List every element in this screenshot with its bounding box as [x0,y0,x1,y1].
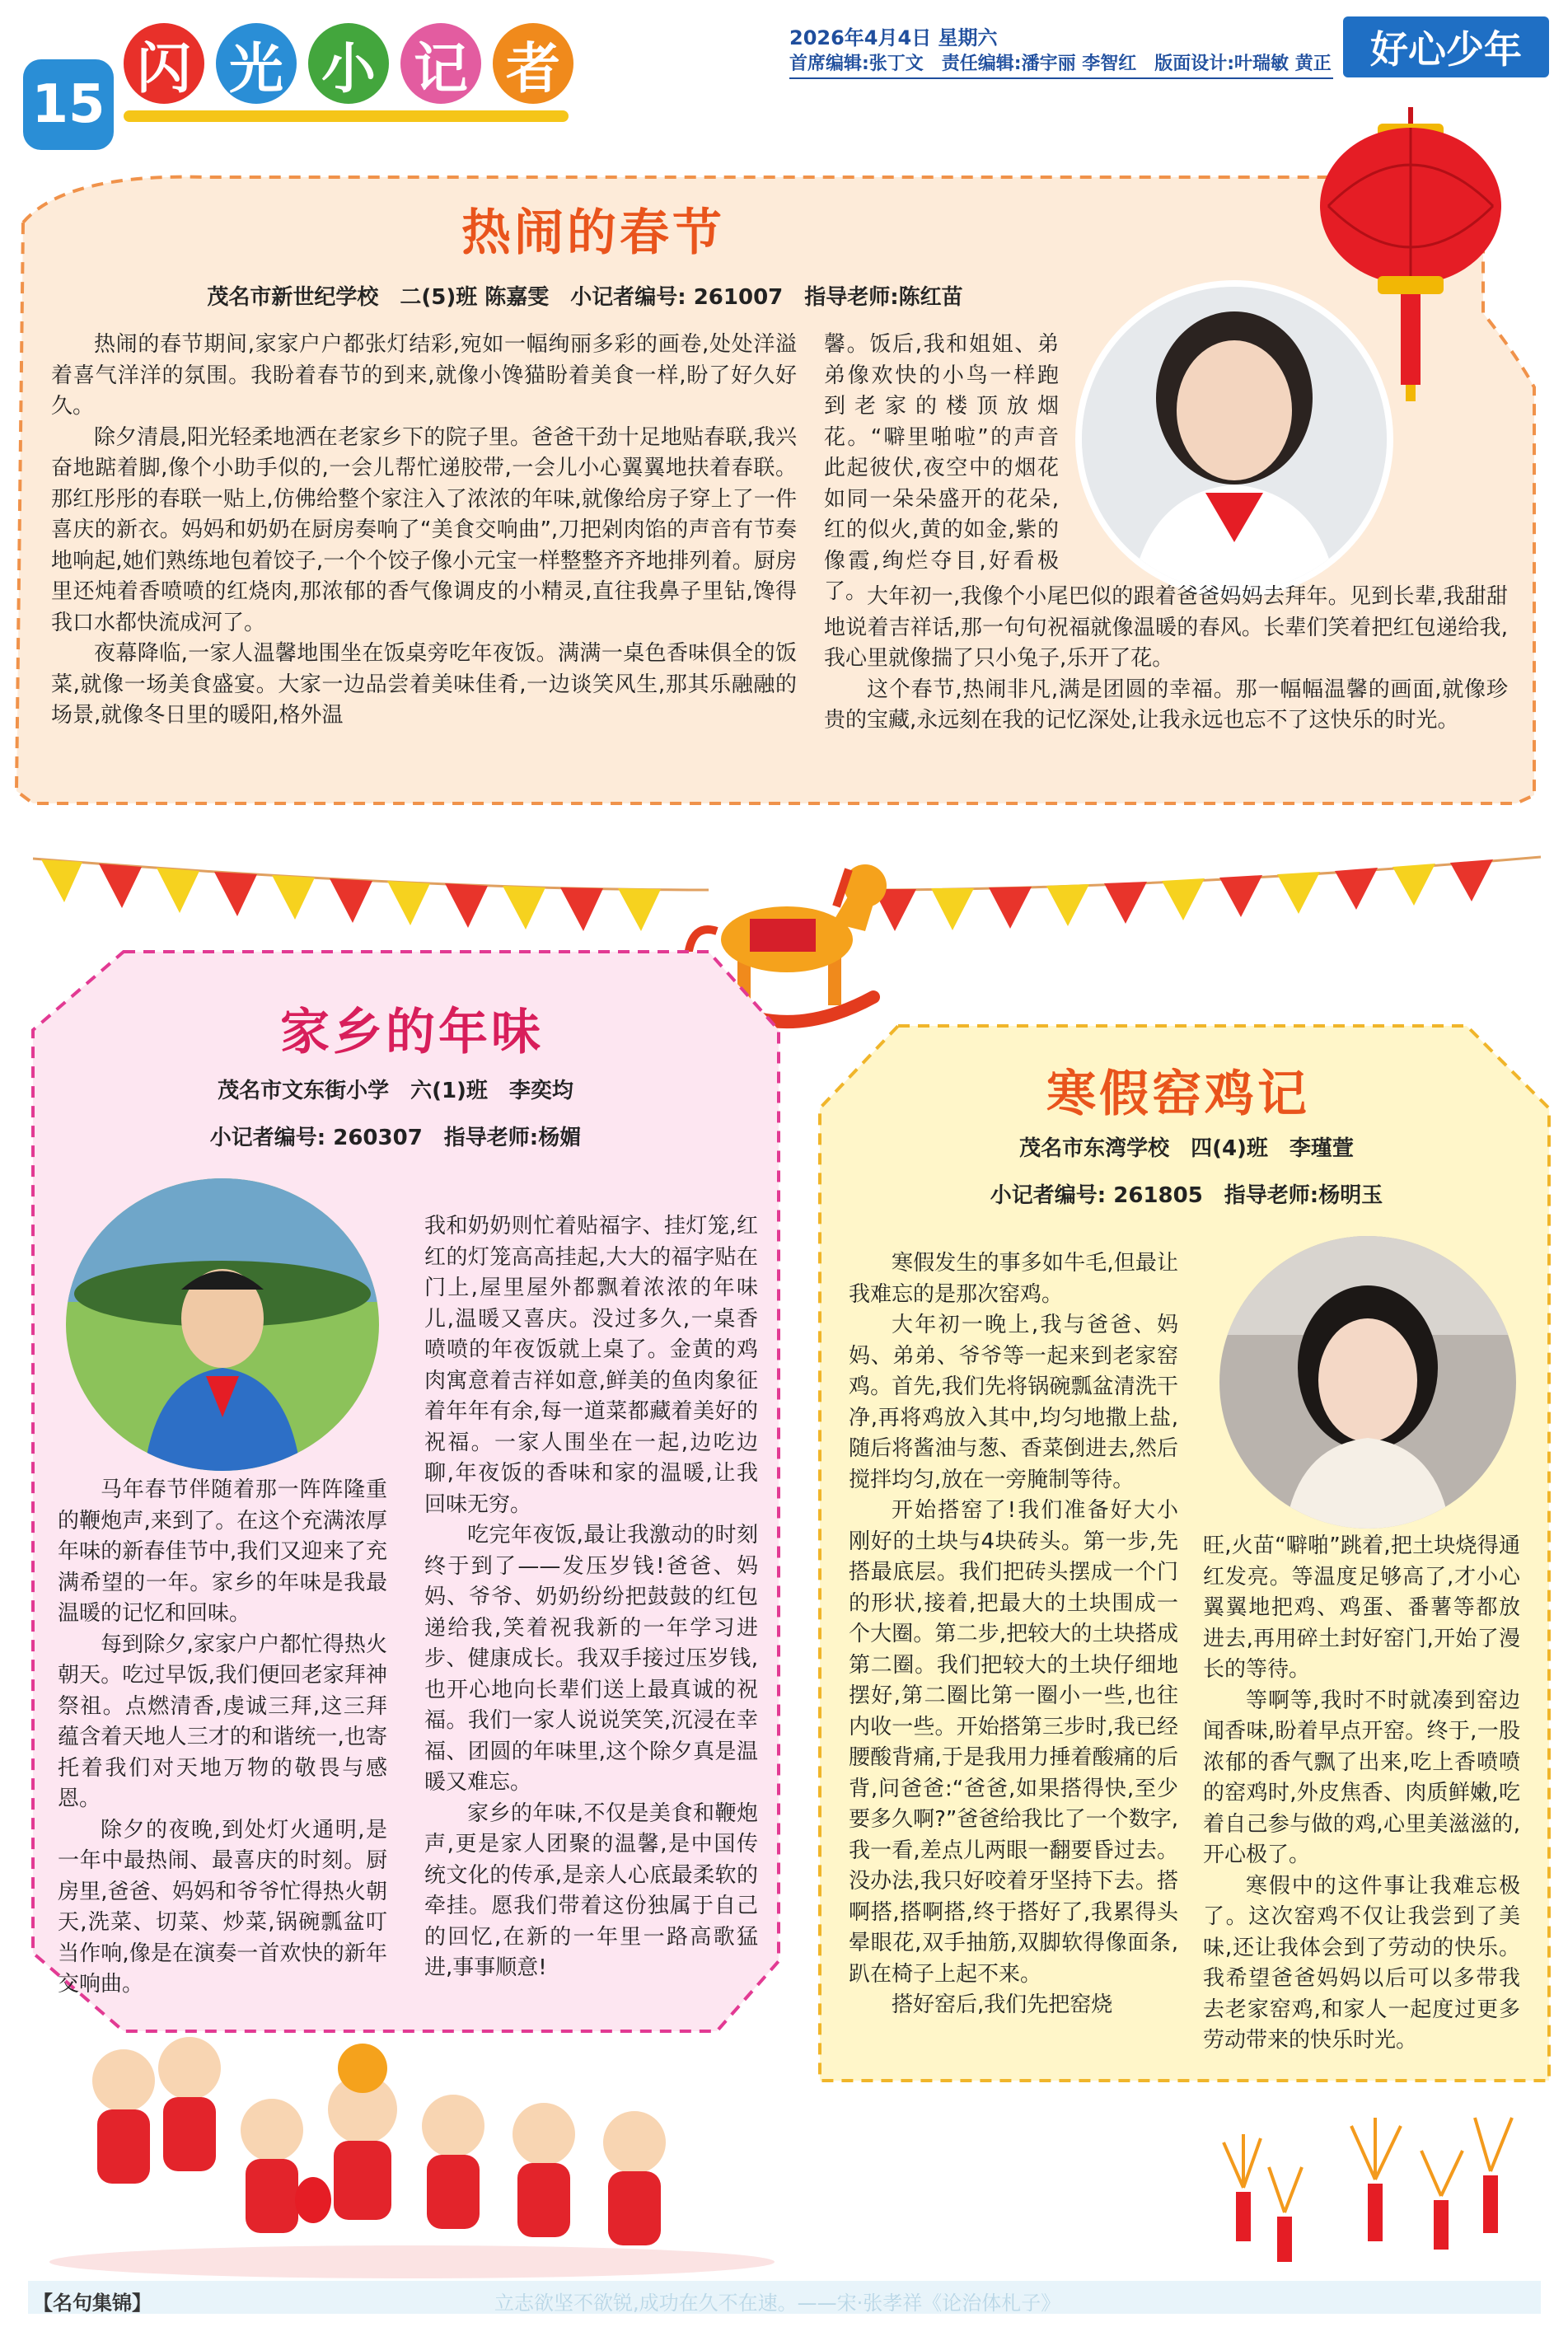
article1-paragraph: 这个春节,热闹非凡,满是团圆的幸福。那一幅幅温馨的画面,就像珍贵的宝藏,永远刻在我的记忆深处,让我永远也忘不了这快乐的时光。 [824,677,1508,733]
article2-byline-id: 小记者编号: 260307 指导老师:杨媚 [209,1126,582,1150]
article3-paragraph: 旺,火苗“噼啪”跳着,把土块烧得通红发亮。等温度足够高了,才小心翼翼地把鸡、鸡蛋、番薯等都放进去,再用碎土封好窑门,开始了漫长的等待。 [1203,1533,1520,1682]
column-brand: 好心少年 [1343,16,1549,77]
page-number: 15 [23,59,114,150]
section-title-char: 闪 [124,23,204,104]
footer-label: 【名句集锦】 [33,2292,152,2315]
article3-col1 [849,1248,1178,2021]
article2-col2 [424,1211,758,1984]
section-title-char: 光 [216,23,297,104]
article1-paragraph: 馨。饭后,我和姐姐、弟弟像欢快的小鸟一样跑到老家的楼顶放烟花。“噼里啪啦”的声音此起彼伏,夜空中的烟花如同一朵朵盛开的花朵,红的似火,黄的如金,紫的像霞,绚烂夺目,好看极了。 [824,332,1059,604]
article2-paragraph: 每到除夕,家家户户都忙得热火朝天。吃过早饭,我们便回老家拜神祭祖。点燃清香,虔诚三拜,这三拜蕴含着天地人三才的和谐统一,也寄托着我们对天地万物的敬畏与感恩。 [58,1632,387,1811]
article2-paragraph: 吃完年夜饭,最让我激动的时刻终于到了——发压岁钱!爸爸、妈妈、爷爷、奶奶纷纷把鼓鼓的红包递给我,笑着祝我新的一年学习进步、健康成长。我双手接过压岁钱,也开心地向长辈们送上最真诚的祝福。我们一家人说说笑笑,沉浸在幸福、团圆的年味里,这个除夕真是温暖又难忘。 [424,1523,758,1795]
article3-paragraph: 等啊等,我时不时就凑到窑边闻香味,盼着早点开窑。终于,一股浓郁的香气飘了出来,吃上香喷喷的窑鸡时,外皮焦香、肉质鲜嫩,吃着自己参与做的鸡,心里美滋滋的,开心极了。 [1203,1688,1520,1867]
article3-paragraph: 搭好窑后,我们先把窑烧 [892,1992,1113,2017]
children-illustration [49,2037,775,2278]
article1-col-left [51,330,797,732]
article3-byline-school: 茂名市东湾学校 四(4)班 李瑾萱 [1019,1136,1354,1161]
article2-byline-school: 茂名市文东街小学 六(1)班 李奕均 [218,1079,573,1103]
article2-paragraph: 家乡的年味,不仅是美食和鞭炮声,更是家人团聚的温馨,是中国传统文化的传承,是亲人心底最柔软的牵挂。愿我们带着这份独属于自己的回忆,在新的一年里一路高歌猛进,事事顺意! [424,1800,758,1980]
article3-author-photo [1219,1236,1516,1529]
article3-title: 寒假窑鸡记 [1046,1065,1310,1123]
article3-paragraph: 大年初一晚上,我与爸爸、妈妈、弟弟、爷爷等一起来到老家窑鸡。首先,我们先将锅碗瓢盆清洗干净,再将鸡放入其中,均匀地撒上盐,随后将酱油与葱、香菜倒进去,然后搅拌均匀,放在一旁腌制等待。 [849,1313,1178,1492]
article1-paragraph: 夜幕降临,一家人温馨地围坐在饭桌旁吃年夜饭。满满一桌色香味俱全的饭菜,就像一场美食盛宴。大家一边品尝着美味佳肴,一边谈笑风生,那其乐融融的场景,就像冬日里的暖阳,格外温 [51,641,797,728]
article2-title: 家乡的年味 [280,1004,544,1061]
article2-paragraph: 除夕的夜晚,到处灯火通明,是一年中最热闹、最喜庆的时刻。厨房里,爸爸、妈妈和爷爷忙得热火朝天,洗菜、切菜、炒菜,锅碗瓢盆叮当作响,像是在演奏一首欢快的新年交响曲。 [58,1817,387,1997]
article3-paragraph: 开始搭窑了!我们准备好大小刚好的土块与4块砖头。第一步,先搭最底层。我们把砖头摆成一个门的形状,接着,把最大的土块围成一个大圈。第二步,把较大的土块搭成第二圈。我们把较大的土块仔细地摆好,第二圈比第一圈小一些,也往内收一些。开始搭第三步时,我已经腰酸背痛,于是我用力捶着酸痛的后背,问爸爸:“爸爸,如果搭得快,至少要多久啊?”爸爸给我比了一个数字,我一看,差点儿两眼一翻要昏过去。没办法,我只好咬着牙坚持下去。搭啊搭,搭啊搭,终于搭好了,我累得头晕眼花,双手抽筋,双脚软得像面条,趴在椅子上起不来。 [849,1498,1178,1987]
firecracker-icon [1224,2118,1512,2262]
section-title-char: 者 [493,23,573,104]
article2-author-photo [66,1178,379,1471]
article1-author-photo [1075,280,1393,598]
article3-col2 [1203,1531,1520,2057]
article1-title: 热闹的春节 [461,204,725,262]
article2-paragraph: 我和奶奶则忙着贴福字、挂灯笼,红红的灯笼高高挂起,大大的福字贴在门上,屋里屋外都飘着浓浓的年味儿,温暖又喜庆。没过多久,一桌香喷喷的年夜饭就上桌了。金黄的鸡肉寓意着吉祥如意,鲜美的鱼肉象征着年年有余,每一道菜都藏着美好的祝福。一家人围坐在一起,边吃边聊,年夜饭的香味和家的温暖,让我回味无穷。 [424,1214,758,1517]
article1-col-right [824,582,1508,737]
article3-paragraph: 寒假发生的事多如牛毛,但最让我难忘的是那次窑鸡。 [849,1251,1178,1307]
editor-credits: 首席编辑:张丁文 责任编辑:潘宇丽 李智红 版面设计:叶瑞敏 黄正 [789,54,1332,74]
article1-byline: 茂名市新世纪学校 二(5)班 陈嘉雯 小记者编号: 261007 指导老师:陈红苗 [207,285,963,310]
footer-quote: 立志欲坚不欲锐,成功在久不在速。——宋·张孝祥《论治体札子》 [494,2292,1061,2315]
section-title-char: 小 [308,23,389,104]
article2-col1 [58,1475,387,2001]
article1-col-narrow [824,330,1059,608]
article2-paragraph: 马年春节伴随着那一阵阵隆重的鞭炮声,来到了。在这个充满浓厚年味的新春佳节中,我们又迎来了充满希望的一年。家乡的年味是我最温暖的记忆和回味。 [58,1477,387,1626]
article1-paragraph: 热闹的春节期间,家家户户都张灯结彩,宛如一幅绚丽多彩的画卷,处处洋溢着喜气洋洋的氛围。我盼着春节的到来,就像小馋猫盼着美食一样,盼了好久好久。 [51,332,797,419]
section-title-char: 记 [400,23,481,104]
article3-byline-id: 小记者编号: 261805 指导老师:杨明玉 [990,1183,1383,1208]
article1-paragraph: 除夕清晨,阳光轻柔地洒在老家乡下的院子里。爸爸干劲十足地贴春联,我兴奋地踮着脚,像个小助手似的,一会儿帮忙递胶带,一会儿小心翼翼地扶着春联。那红彤彤的春联一贴上,仿佛给整个家注入了浓浓的年味,就像给房子穿上了一件喜庆的新衣。妈妈和奶奶在厨房奏响了“美食交响曲”,刀把剁肉馅的声音有节奏地响起,她们熟练地包着饺子,一个个饺子像小元宝一样整整齐齐地排列着。厨房里还炖着香喷喷的红烧肉,那浓郁的香气像调皮的小精灵,直往我鼻子里钻,馋得我口水都快流成河了。 [51,424,797,635]
article1-paragraph: 大年初一,我像个小尾巴似的跟着爸爸妈妈去拜年。见到长辈,我甜甜地说着吉祥话,那一句句祝福就像温暖的春风。长辈们笑着把红包递给我,我心里就像揣了只小兔子,乐开了花。 [824,584,1508,671]
issue-date: 2026年4月4日 星期六 [789,26,998,49]
article3-paragraph: 寒假中的这件事让我难忘极了。这次窑鸡不仅让我尝到了美味,还让我体会到了劳动的快乐。我希望爸爸妈妈以后可以多带我去老家窑鸡,和家人一起度过更多劳动带来的快乐时光。 [1203,1873,1520,2053]
